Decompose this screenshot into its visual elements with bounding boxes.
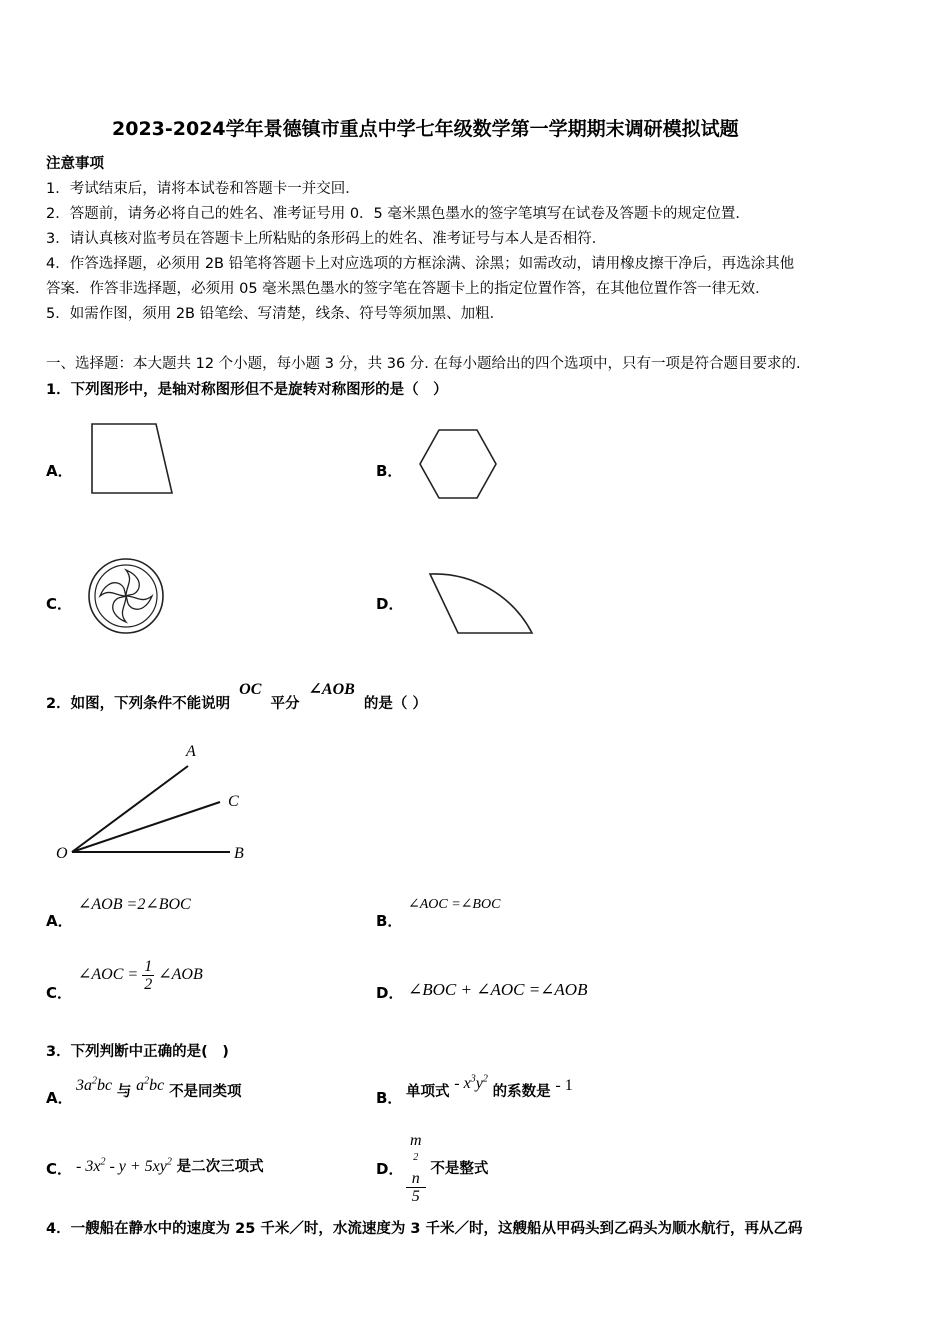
q3-d-num1: m — [410, 1132, 422, 1149]
q2-a-rhs: =2∠BOC — [126, 896, 191, 913]
q2-c-lhs: ∠AOC = — [78, 966, 139, 984]
q3-option-d-content — [406, 1132, 488, 1205]
q2-option-a-math — [78, 894, 191, 914]
q2-aob: ∠AOB — [308, 681, 355, 698]
q2-c-den: 2 — [144, 976, 153, 993]
q2-option-b-math: ∠AOC =∠BOC — [408, 897, 501, 912]
q2-option-d-label: D． — [376, 984, 404, 1002]
q3-b-s2: 2 — [482, 1073, 488, 1085]
point-label-a: A — [186, 743, 196, 760]
q2-option-c-math — [78, 958, 203, 993]
q3-option-c-content — [76, 1155, 264, 1176]
q3-b-val: - 1 — [555, 1077, 573, 1094]
q3-b-pre: 单项式 — [406, 1084, 450, 1100]
notice-item: 1．考试结束后，请将本试卷和答题卡一并交回． — [46, 181, 360, 197]
trapezoid-shape — [88, 420, 178, 498]
question-1-stem: 1．下列图形中，是轴对称图形但不是旋转对称图形的是（ ） — [46, 382, 448, 398]
q2-stem-mid: 平分 — [270, 696, 300, 712]
q3-a-s1: 2 — [92, 1075, 97, 1087]
point-label-b: B — [234, 845, 244, 862]
q3-b-m2: y — [475, 1075, 483, 1092]
q3-d-fraction — [406, 1132, 426, 1205]
point-label-o: O — [56, 845, 68, 862]
q1-option-c-label: C． — [46, 595, 73, 613]
q2-c-num: 1 — [144, 958, 153, 975]
question-2-stem — [46, 681, 427, 713]
q3-option-b-label: B． — [376, 1089, 403, 1107]
notice-item: 答案．作答非选择题，必须用 05 毫米黑色墨水的签字笔在答题卡上的指定位置作答，在其他位置作答一律无效． — [46, 281, 770, 297]
q3-c-s2: 2 — [166, 1156, 172, 1168]
q3-a-t3: a — [136, 1077, 145, 1094]
q2-option-a-label: A． — [46, 912, 73, 930]
q3-option-a-content — [76, 1075, 242, 1101]
q3-c-m2: - y + 5xy — [109, 1158, 167, 1175]
q1-option-d-label: D． — [376, 595, 404, 613]
q3-d-den: 5 — [411, 1188, 420, 1206]
q2-option-b-label: B． — [376, 912, 403, 930]
q3-a-post: 不是同类项 — [169, 1084, 242, 1100]
q3-a-mid: 与 — [116, 1084, 132, 1100]
q3-c-post: 是二次三项式 — [176, 1159, 264, 1175]
q1-option-a-label: A． — [46, 462, 73, 480]
q3-b-s1: 3 — [470, 1073, 476, 1085]
notice-item: 5．如需作图，须用 2B 铅笔绘、写清楚，线条、符号等须加黑、加粗． — [46, 306, 505, 322]
q2-option-d-math: ∠BOC + ∠AOC =∠AOB — [408, 980, 588, 999]
q3-a-t2: bc — [97, 1077, 113, 1094]
notice-item: 3．请认真核对监考员在答题卡上所粘贴的条形码上的姓名、准考证号与本人是否相符． — [46, 231, 607, 247]
q3-d-num2: n — [411, 1170, 420, 1188]
hexagon-shape — [418, 428, 500, 500]
q3-option-c-label: C． — [46, 1160, 73, 1178]
q3-c-m1: - 3x — [76, 1158, 101, 1175]
notice-item: 2．答题前，请务必将自己的姓名、准考证号用 0．5 毫米黑色墨水的签字笔填写在试卷及答题卡的规定位置． — [46, 206, 750, 222]
pinwheel-circle-shape — [86, 556, 166, 636]
q2-oc: OC — [239, 681, 262, 698]
q2-stem-pre: 2．如图，下列条件不能说明 — [46, 696, 231, 712]
angle-diagram — [50, 740, 270, 870]
q3-d-post: 不是整式 — [430, 1161, 489, 1178]
q3-d-s1: 2 — [413, 1152, 419, 1163]
q2-c-rhs: ∠AOB — [158, 966, 203, 984]
q3-b-m1: - x — [454, 1075, 471, 1092]
question-4-stem: 4．一艘船在静水中的速度为 25 千米／时，水流速度为 3 千米／时，这艘船从甲码头到乙码头为顺水航行，再从乙码 — [46, 1221, 803, 1237]
page-title: 2023-2024学年景德镇市重点中学七年级数学第一学期期末调研模拟试题 — [112, 118, 739, 140]
q1-option-b-label: B． — [376, 462, 403, 480]
q2-stem-post: 的是（ ） — [363, 696, 427, 712]
section-heading: 一、选择题：本大题共 12 个小题，每小题 3 分，共 36 分. 在每小题给出的四个选项中，只有一项是符合题目要求的. — [46, 356, 801, 372]
q3-b-mid: 的系数是 — [492, 1084, 551, 1100]
q2-c-fraction — [142, 958, 154, 993]
q3-option-b-content — [406, 1073, 573, 1101]
q3-a-t4: bc — [149, 1077, 165, 1094]
q3-a-t1: 3a — [76, 1077, 92, 1094]
q2-a-lhs: ∠AOB — [78, 896, 123, 913]
notice-heading: 注意事项 — [46, 156, 104, 172]
point-label-c: C — [228, 793, 239, 810]
q3-option-d-label: D． — [376, 1160, 404, 1178]
q3-a-s2: 2 — [144, 1075, 150, 1087]
question-3-stem: 3．下列判断中正确的是( ) — [46, 1044, 229, 1060]
sector-shape — [424, 560, 536, 640]
q3-option-a-label: A． — [46, 1089, 73, 1107]
notice-item: 4．作答选择题，必须用 2B 铅笔将答题卡上对应选项的方框涂满、涂黑；如需改动，请用橡皮擦干净后，再选涂其他 — [46, 256, 795, 272]
q2-option-c-label: C． — [46, 984, 73, 1002]
q3-c-s1: 2 — [100, 1156, 106, 1168]
